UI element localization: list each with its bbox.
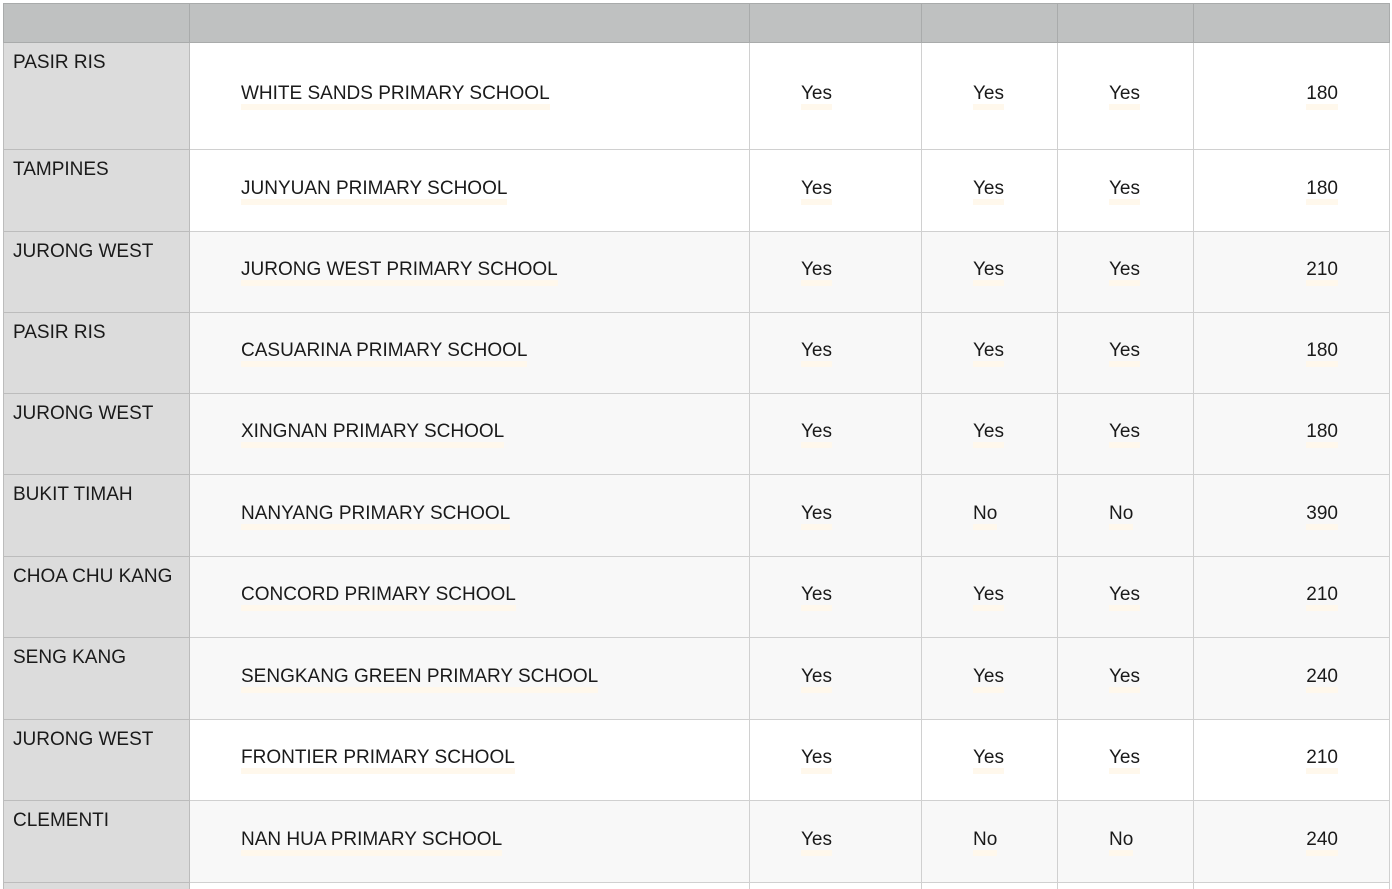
row-header-area[interactable]: SENG KANG [4,638,190,720]
row-header-area[interactable]: TAMPINES [4,150,190,232]
cell-value-text: 180 [1306,177,1338,205]
cell-col2[interactable] [922,638,1058,720]
cell-col1[interactable] [750,475,922,557]
cell-col2-text: Yes [973,82,1004,110]
cell-school-name-text: WHITE SANDS PRIMARY SCHOOL [241,82,550,110]
row-header-area[interactable]: PASIR RIS [4,43,190,150]
cell-value[interactable] [1194,150,1390,232]
cell-school-name[interactable] [190,394,750,475]
table-row [4,720,1390,801]
table-row [4,232,1390,313]
cell-col2[interactable] [922,557,1058,638]
table-row [4,43,1390,150]
column-header-value[interactable] [1194,4,1390,43]
cell-col1[interactable] [750,720,922,801]
cell-col1[interactable] [750,394,922,475]
cell-col1[interactable] [750,801,922,883]
spreadsheet-table [3,3,1390,889]
cell-school-name[interactable] [190,557,750,638]
cell-col1-text: Yes [801,583,832,611]
cell-col3-text: Yes [1109,82,1140,110]
cell-col1-text: Yes [801,420,832,448]
cell-col3-text: No [1109,502,1133,530]
cell-col1-text: Yes [801,82,832,110]
cell-col3[interactable] [1058,801,1194,883]
cell-value[interactable] [1194,557,1390,638]
cell-col2-text: Yes [973,665,1004,693]
table-row-partial [4,883,1390,889]
cell-value-text: 390 [1306,502,1338,530]
row-header-area[interactable]: PASIR RIS [4,313,190,394]
table-row [4,394,1390,475]
cell-col1[interactable] [750,43,922,150]
cell-col2-text: No [973,502,997,530]
column-header-row [4,4,1390,43]
row-header-area[interactable]: JURONG WEST [4,394,190,475]
cell-school-name-text: SENGKANG GREEN PRIMARY SCHOOL [241,665,598,693]
table-row [4,150,1390,232]
cell-value-text: 240 [1306,665,1338,693]
cell-col2-text: Yes [973,583,1004,611]
cell-col3-text: No [1109,828,1133,856]
cell-value[interactable] [1194,313,1390,394]
cell-col3-text: Yes [1109,420,1140,448]
cell-partial[interactable] [922,883,1058,889]
cell-col3[interactable] [1058,557,1194,638]
row-header-area[interactable]: BUKIT TIMAH [4,475,190,557]
cell-col3-text: Yes [1109,746,1140,774]
cell-school-name[interactable] [190,475,750,557]
cell-school-name[interactable] [190,232,750,313]
cell-col3[interactable] [1058,313,1194,394]
cell-school-name[interactable] [190,43,750,150]
cell-col3[interactable] [1058,150,1194,232]
column-header-school[interactable] [190,4,750,43]
cell-col1-text: Yes [801,746,832,774]
cell-col3[interactable] [1058,638,1194,720]
cell-col3[interactable] [1058,475,1194,557]
cell-col1[interactable] [750,313,922,394]
cell-col2[interactable] [922,720,1058,801]
cell-col2[interactable] [922,43,1058,150]
cell-col2[interactable] [922,475,1058,557]
cell-school-name-text: NAN HUA PRIMARY SCHOOL [241,828,502,856]
cell-value[interactable] [1194,475,1390,557]
cell-school-name-text: CASUARINA PRIMARY SCHOOL [241,339,527,367]
cell-school-name-text: XINGNAN PRIMARY SCHOOL [241,420,504,448]
cell-col3-text: Yes [1109,177,1140,205]
cell-col3-text: Yes [1109,258,1140,286]
cell-school-name[interactable] [190,638,750,720]
row-header-area[interactable]: CLEMENTI [4,801,190,883]
table-row [4,638,1390,720]
table-row [4,557,1390,638]
cell-value-text: 180 [1306,82,1338,110]
cell-col1[interactable] [750,232,922,313]
cell-value-text: 210 [1306,583,1338,611]
cell-value-text: 210 [1306,746,1338,774]
cell-school-name-text: CONCORD PRIMARY SCHOOL [241,583,516,611]
cell-col3[interactable] [1058,720,1194,801]
cell-partial[interactable] [750,883,922,889]
row-header-area[interactable]: JURONG WEST [4,232,190,313]
row-header-area[interactable]: CHOA CHU KANG [4,557,190,638]
cell-col3-text: Yes [1109,339,1140,367]
cell-school-name[interactable] [190,720,750,801]
cell-col1[interactable] [750,150,922,232]
cell-value[interactable] [1194,801,1390,883]
cell-col3[interactable] [1058,43,1194,150]
cell-col1-text: Yes [801,258,832,286]
cell-school-name-text: FRONTIER PRIMARY SCHOOL [241,746,515,774]
cell-col3-text: Yes [1109,665,1140,693]
cell-col2[interactable] [922,801,1058,883]
cell-col2-text: Yes [973,746,1004,774]
row-header-area[interactable]: JURONG WEST [4,720,190,801]
cell-col2[interactable] [922,150,1058,232]
cell-partial[interactable] [190,883,750,889]
cell-col2[interactable] [922,394,1058,475]
cell-value-text: 180 [1306,339,1338,367]
cell-col2[interactable] [922,313,1058,394]
cell-value[interactable] [1194,43,1390,150]
column-header-col2[interactable] [922,4,1058,43]
cell-col2-text: Yes [973,339,1004,367]
cell-school-name[interactable] [190,801,750,883]
cell-value[interactable] [1194,720,1390,801]
cell-col1[interactable] [750,638,922,720]
cell-col3-text: Yes [1109,583,1140,611]
column-header-col1[interactable] [750,4,922,43]
cell-col1-text: Yes [801,828,832,856]
cell-value-text: 210 [1306,258,1338,286]
column-header-area[interactable] [4,4,190,43]
cell-school-name-text: NANYANG PRIMARY SCHOOL [241,502,510,530]
cell-col1-text: Yes [801,502,832,530]
cell-col2-text: Yes [973,258,1004,286]
cell-partial[interactable] [1194,883,1390,889]
table-row [4,313,1390,394]
cell-school-name-text: JUNYUAN PRIMARY SCHOOL [241,177,507,205]
cell-value-text: 240 [1306,828,1338,856]
cell-school-name-text: JURONG WEST PRIMARY SCHOOL [241,258,558,286]
table-row [4,475,1390,557]
cell-value[interactable] [1194,638,1390,720]
cell-school-name[interactable] [190,313,750,394]
cell-col1[interactable] [750,557,922,638]
cell-col1-text: Yes [801,177,832,205]
column-header-col3[interactable] [1058,4,1194,43]
row-header-partial[interactable] [4,883,190,889]
cell-school-name[interactable] [190,150,750,232]
table-row [4,801,1390,883]
cell-col2[interactable] [922,232,1058,313]
cell-partial[interactable] [1058,883,1194,889]
cell-value[interactable] [1194,232,1390,313]
cell-value[interactable] [1194,394,1390,475]
cell-col2-text: Yes [973,177,1004,205]
cell-col3[interactable] [1058,394,1194,475]
cell-value-text: 180 [1306,420,1338,448]
cell-col2-text: Yes [973,420,1004,448]
cell-col3[interactable] [1058,232,1194,313]
cell-col1-text: Yes [801,665,832,693]
cell-col2-text: No [973,828,997,856]
cell-col1-text: Yes [801,339,832,367]
